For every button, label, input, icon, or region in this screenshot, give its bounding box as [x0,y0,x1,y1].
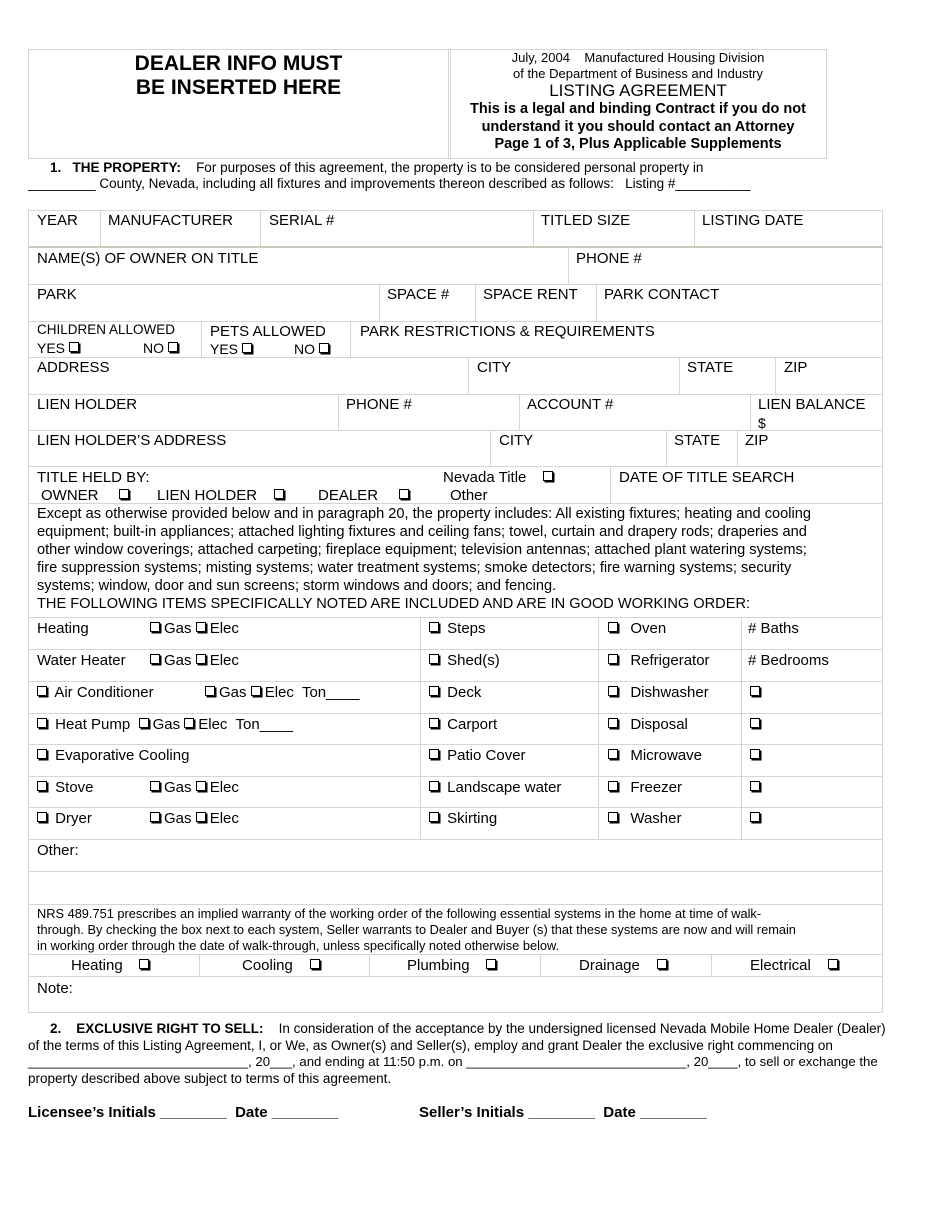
elec-label: Elec [264,684,294,701]
item-heat-pump[interactable] [37,716,293,734]
water-heater-label: Water Heater [37,652,126,669]
title-dealer-option[interactable] [318,487,413,505]
manufacturer-field[interactable] [108,212,233,230]
warranty-electrical-label: Electrical [750,957,811,974]
item-dryer[interactable] [37,810,92,828]
item-air-conditioner[interactable] [37,684,154,702]
title-owner-label: OWNER [41,487,99,504]
gas-label: Gas [164,620,192,637]
item-extra-4[interactable] [750,779,764,797]
zip-label: ZIP [784,359,808,376]
oven-label: Oven [630,620,667,637]
lien-state-field[interactable] [674,432,720,450]
agency-header [448,50,828,154]
park-field[interactable] [37,286,77,304]
evaporative-cooling-label: Evaporative Cooling [55,747,190,764]
elec-label: Elec [209,652,239,669]
gas-label: Gas [219,684,247,701]
lien-balance-field[interactable] [758,396,866,432]
warranty-line-1: NRS 489.751 prescribes an implied warranty of the working order of the following essential systems in the home at time of walk- [37,906,762,921]
date-division: July, 2004 Manufactured Housing Division [511,50,765,65]
refrigerator-label: Refrigerator [630,652,710,669]
ac-gas-checkbox[interactable] [205,686,215,696]
landscape-water-checkbox[interactable] [429,781,439,791]
carport-label: Carport [447,716,498,733]
skirting-label: Skirting [447,810,498,827]
deck-checkbox[interactable] [429,686,439,696]
space-number-label: SPACE # [387,286,450,303]
pets-allowed-field [210,323,326,341]
manufacturer-label: MANUFACTURER [108,212,234,229]
washer-label: Washer [630,810,682,827]
lien-holder-field[interactable] [37,396,137,414]
evaporative-cooling-checkbox[interactable] [37,749,47,759]
water-heater-elec-checkbox[interactable] [196,654,206,664]
item-microwave[interactable] [608,747,702,765]
dryer-checkbox[interactable] [37,812,47,822]
air-conditioner-checkbox[interactable] [37,686,47,696]
note-label: Note: [37,980,73,997]
sheds-checkbox[interactable] [429,654,439,664]
item-carport[interactable] [429,716,497,734]
warranty-cooling-label: Cooling [242,957,293,974]
skirting-checkbox[interactable] [429,812,439,822]
dryer-gas-checkbox[interactable] [150,812,160,822]
elec-label: Elec [209,810,239,827]
children-no-checkbox[interactable] [168,342,178,352]
children-no[interactable] [143,339,182,357]
extra-4-checkbox[interactable] [750,781,760,791]
children-yes-label: YES [37,340,66,356]
item-patio-cover[interactable] [429,747,526,765]
nevada-title-checkbox[interactable] [543,471,553,481]
item-landscape-water[interactable] [429,779,561,797]
serial-field[interactable] [269,212,334,230]
state-field[interactable] [687,359,733,377]
ac-elec-checkbox[interactable] [251,686,261,696]
dryer-fuel[interactable] [150,810,239,828]
item-baths[interactable] [748,620,799,638]
document-title: LISTING AGREEMENT [549,81,727,100]
item-extra-1[interactable] [750,684,764,702]
elec-label: Elec [209,779,239,796]
lien-phone-label: PHONE # [346,396,412,413]
gas-label: Gas [164,810,192,827]
bedrooms-label: # Bedrooms [748,652,829,669]
warranty-plumbing[interactable] [407,957,500,975]
title-lien-holder-checkbox[interactable] [274,489,284,499]
department: of the Department of Business and Industry [512,66,764,81]
lien-city-label: CITY [499,432,534,449]
steps-label: Steps [447,620,486,637]
account-label: ACCOUNT # [527,396,614,413]
space-number-field[interactable] [387,286,449,304]
exclusive-line-2: of the terms of this Listing Agreement, I, or We, as Owner(s) and Seller(s), employ and grant Dealer the exclusive right commencing on [28,1037,833,1053]
space-rent-field[interactable] [483,286,578,304]
fixtures-line-2: equipment; built-in appliances; attached lighting fixtures and ceiling fans; towel, curtain and drapery rods; draperies and [37,524,807,540]
stove-label: Stove [55,779,94,796]
other-field[interactable] [37,842,79,860]
owner-name-label: NAME(S) OF OWNER ON TITLE [37,250,259,267]
year-label: YEAR [37,212,78,229]
city-field[interactable] [477,359,511,377]
section-number-1: 1. [50,160,62,175]
patio-cover-checkbox[interactable] [429,749,439,759]
pets-yes-label: YES [210,341,239,357]
park-restrictions-label: PARK RESTRICTIONS & REQUIREMENTS [360,323,655,340]
item-steps[interactable] [429,620,486,638]
exclusive-heading: EXCLUSIVE RIGHT TO SELL: [76,1021,264,1036]
ac-ton-label: Ton____ [301,684,360,701]
warranty-line-2: through. By checking the box next to each system, Seller warrants to Dealer and Buyer (s) that these systems are now and will remain [37,922,796,937]
item-extra-5[interactable] [750,810,764,828]
date-title-search-label: DATE OF TITLE SEARCH [619,469,795,486]
children-allowed-label: CHILDREN ALLOWED [37,322,176,337]
warranty-paragraph [37,906,882,954]
children-allowed-field [37,322,175,338]
item-refrigerator[interactable] [608,652,710,670]
gas-label: Gas [164,652,192,669]
pets-no-label: NO [294,341,315,357]
microwave-label: Microwave [630,747,703,764]
disposal-label: Disposal [630,716,688,733]
lien-balance-label: LIEN BALANCE [758,396,866,413]
warranty-plumbing-label: Plumbing [407,957,470,974]
item-disposal[interactable] [608,716,688,734]
city-label: CITY [477,359,512,376]
lien-zip-label: ZIP [745,432,769,449]
water-heater-fuel[interactable] [150,652,239,670]
fixtures-line-5: systems; window, door and sun screens; storm windows and doors; and fencing. [37,578,557,594]
item-washer[interactable] [608,810,681,828]
baths-label: # Baths [748,620,799,637]
address-label: ADDRESS [37,359,110,376]
heat-pump-checkbox[interactable] [37,718,47,728]
warranty-heating[interactable] [71,957,153,975]
fixtures-line-1: Except as otherwise provided below and in paragraph 20, the property includes: All existing fixtures; heating and cooling [37,506,811,522]
owner-phone-label: PHONE # [576,250,642,267]
exclusive-line-1: In consideration of the acceptance by the undersigned licensed Nevada Mobile Home Dealer (Dealer) [278,1021,886,1036]
legal-line-2: understand it you should contact an Attorney [481,118,795,135]
gas-label: Gas [164,779,192,796]
lien-holder-address-field[interactable] [37,432,226,450]
other-label: Other: [37,842,79,859]
licensee-initials[interactable]: Licensee’s Initials ________ Date ________ [28,1104,339,1121]
listing-date-label: LISTING DATE [702,212,804,229]
zip-field[interactable] [784,359,807,377]
deck-label: Deck [447,684,482,701]
exclusive-right-clause [28,1021,928,1087]
titled-size-field[interactable] [541,212,630,230]
warranty-electrical-checkbox[interactable] [828,959,838,969]
sheds-label: Shed(s) [447,652,500,669]
warranty-cooling[interactable] [242,957,324,975]
property-text-1: For purposes of this agreement, the property is to be considered personal property in [196,160,704,175]
fixtures-line-4: fire suppression systems; misting systems; water treatment systems; smoke detectors; fire warning systems; security [37,560,792,576]
extra-5-checkbox[interactable] [750,812,760,822]
stove-checkbox[interactable] [37,781,47,791]
warranty-plumbing-checkbox[interactable] [486,959,496,969]
park-restrictions-field[interactable] [360,323,655,341]
heat-pump-elec-checkbox[interactable] [184,718,194,728]
exclusive-line-3: ______________________________, 20___, and ending at 11:50 p.m. on ______________________________, 20____, to sell or exchange the [28,1054,878,1069]
dryer-elec-checkbox[interactable] [196,812,206,822]
park-contact-label: PARK CONTACT [604,286,720,303]
freezer-checkbox[interactable] [608,781,618,791]
fixtures-line-3: other window coverings; attached carpeting; fireplace equipment; television antennas; attached plant watering systems; [37,542,807,558]
extra-1-checkbox[interactable] [750,686,760,696]
item-heating [37,620,89,638]
warranty-drainage-label: Drainage [579,957,640,974]
title-owner-option[interactable] [41,487,133,505]
serial-label: SERIAL # [269,212,335,229]
warranty-heating-checkbox[interactable] [139,959,149,969]
fixtures-line-6: THE FOLLOWING ITEMS SPECIFICALLY NOTED ARE INCLUDED AND ARE IN GOOD WORKING ORDER: [37,596,751,612]
pets-allowed-label: PETS ALLOWED [210,323,326,340]
lien-phone-field[interactable] [346,396,412,414]
dishwasher-label: Dishwasher [630,684,709,701]
pets-yes[interactable] [210,340,256,358]
landscape-water-label: Landscape water [447,779,562,796]
heating-gas-checkbox[interactable] [150,622,160,632]
space-rent-label: SPACE RENT [483,286,578,303]
heat-pump-gas-checkbox[interactable] [139,718,149,728]
nevada-title-label: Nevada Title [443,469,527,486]
children-yes-checkbox[interactable] [69,342,79,352]
state-label: STATE [687,359,734,376]
title-other-option[interactable] [450,487,488,505]
microwave-checkbox[interactable] [608,749,618,759]
dollar-sign: $ [758,415,766,431]
dishwasher-checkbox[interactable] [608,686,618,696]
lien-city-field[interactable] [499,432,533,450]
year-field[interactable] [37,212,78,230]
title-dealer-label: DEALER [318,487,379,504]
seller-initials[interactable]: Seller’s Initials ________ Date ________ [419,1104,707,1121]
listing-date-field[interactable] [702,212,803,230]
title-owner-checkbox[interactable] [119,489,129,499]
owner-name-field[interactable] [37,250,258,268]
dealer-line-1: DEALER INFO MUST [134,52,343,75]
exclusive-line-4: property described above subject to terms of this agreement. [28,1070,392,1086]
park-label: PARK [37,286,77,303]
stove-gas-checkbox[interactable] [150,781,160,791]
address-field[interactable] [37,359,110,377]
dealer-line-2: BE INSERTED HERE [135,76,342,99]
pets-no-checkbox[interactable] [319,343,329,353]
warranty-heating-label: Heating [71,957,123,974]
item-dishwasher[interactable] [608,684,709,702]
patio-cover-label: Patio Cover [447,747,526,764]
dryer-label: Dryer [55,810,92,827]
item-oven[interactable] [608,620,666,638]
lien-state-label: STATE [674,432,721,449]
heat-pump-label: Heat Pump [55,716,131,733]
title-held-by-label: TITLE HELD BY: [37,469,150,486]
heating-fuel[interactable] [150,620,239,638]
stove-elec-checkbox[interactable] [196,781,206,791]
warranty-drainage-checkbox[interactable] [657,959,667,969]
title-dealer-checkbox[interactable] [399,489,409,499]
heating-elec-checkbox[interactable] [196,622,206,632]
titled-size-label: TITLED SIZE [541,212,631,229]
warranty-drainage[interactable] [579,957,671,975]
lien-holder-address-label: LIEN HOLDER’S ADDRESS [37,432,227,449]
water-heater-gas-checkbox[interactable] [150,654,160,664]
dealer-info-placeholder [28,52,449,100]
freezer-label: Freezer [630,779,683,796]
disposal-checkbox[interactable] [608,718,618,728]
page-info: Page 1 of 3, Plus Applicable Supplements [494,136,782,152]
extra-3-checkbox[interactable] [750,749,760,759]
item-evaporative-cooling[interactable] [37,747,189,765]
account-field[interactable] [527,396,613,414]
legal-line-1: This is a legal and binding Contract if you do not [470,101,806,117]
date-title-search-field[interactable] [619,469,794,487]
item-deck[interactable] [429,684,481,702]
warranty-cooling-checkbox[interactable] [310,959,320,969]
heat-pump-ton-label: Ton____ [235,716,294,733]
pets-yes-checkbox[interactable] [242,343,252,353]
refrigerator-checkbox[interactable] [608,654,618,664]
nevada-title-option[interactable] [443,469,557,487]
lien-zip-field[interactable] [745,432,768,450]
lien-holder-label: LIEN HOLDER [37,396,138,413]
note-field[interactable] [37,980,73,998]
children-no-label: NO [143,340,164,356]
item-bedrooms[interactable] [748,652,829,670]
fixtures-paragraph [37,505,882,613]
steps-checkbox[interactable] [429,622,439,632]
warranty-electrical[interactable] [750,957,842,975]
property-clause [28,160,928,192]
title-other-label: Other [450,487,488,504]
section-number-2: 2. [50,1021,62,1036]
elec-label: Elec [209,620,239,637]
park-contact-field[interactable] [604,286,719,304]
title-lien-holder-label: LIEN HOLDER [157,487,258,504]
property-heading: THE PROPERTY: [72,160,182,175]
pets-no[interactable] [294,340,333,358]
warranty-line-3: in working order through the date of walk-through, unless specifically noted otherwise below. [37,938,560,953]
air-conditioner-fuel[interactable] [205,684,360,702]
heating-label: Heating [37,620,89,637]
washer-checkbox[interactable] [608,812,618,822]
elec-label: Elec [198,716,228,733]
title-held-by [37,469,150,487]
owner-phone-field[interactable] [576,250,642,268]
extra-2-checkbox[interactable] [750,718,760,728]
air-conditioner-label: Air Conditioner [54,684,154,701]
carport-checkbox[interactable] [429,718,439,728]
property-text-2: _________ County, Nevada, including all fixtures and improvements thereon described as follows: Listing #__________ [28,176,751,191]
item-water-heater [37,652,126,670]
title-lien-holder-option[interactable] [157,487,288,505]
item-freezer[interactable] [608,779,682,797]
item-extra-3[interactable] [750,747,764,765]
item-sheds[interactable] [429,652,500,670]
children-yes[interactable] [37,339,83,357]
item-skirting[interactable] [429,810,497,828]
item-stove[interactable] [37,779,94,797]
gas-label: Gas [152,716,181,733]
stove-fuel[interactable] [150,779,239,797]
item-extra-2[interactable] [750,716,764,734]
oven-checkbox[interactable] [608,622,618,632]
